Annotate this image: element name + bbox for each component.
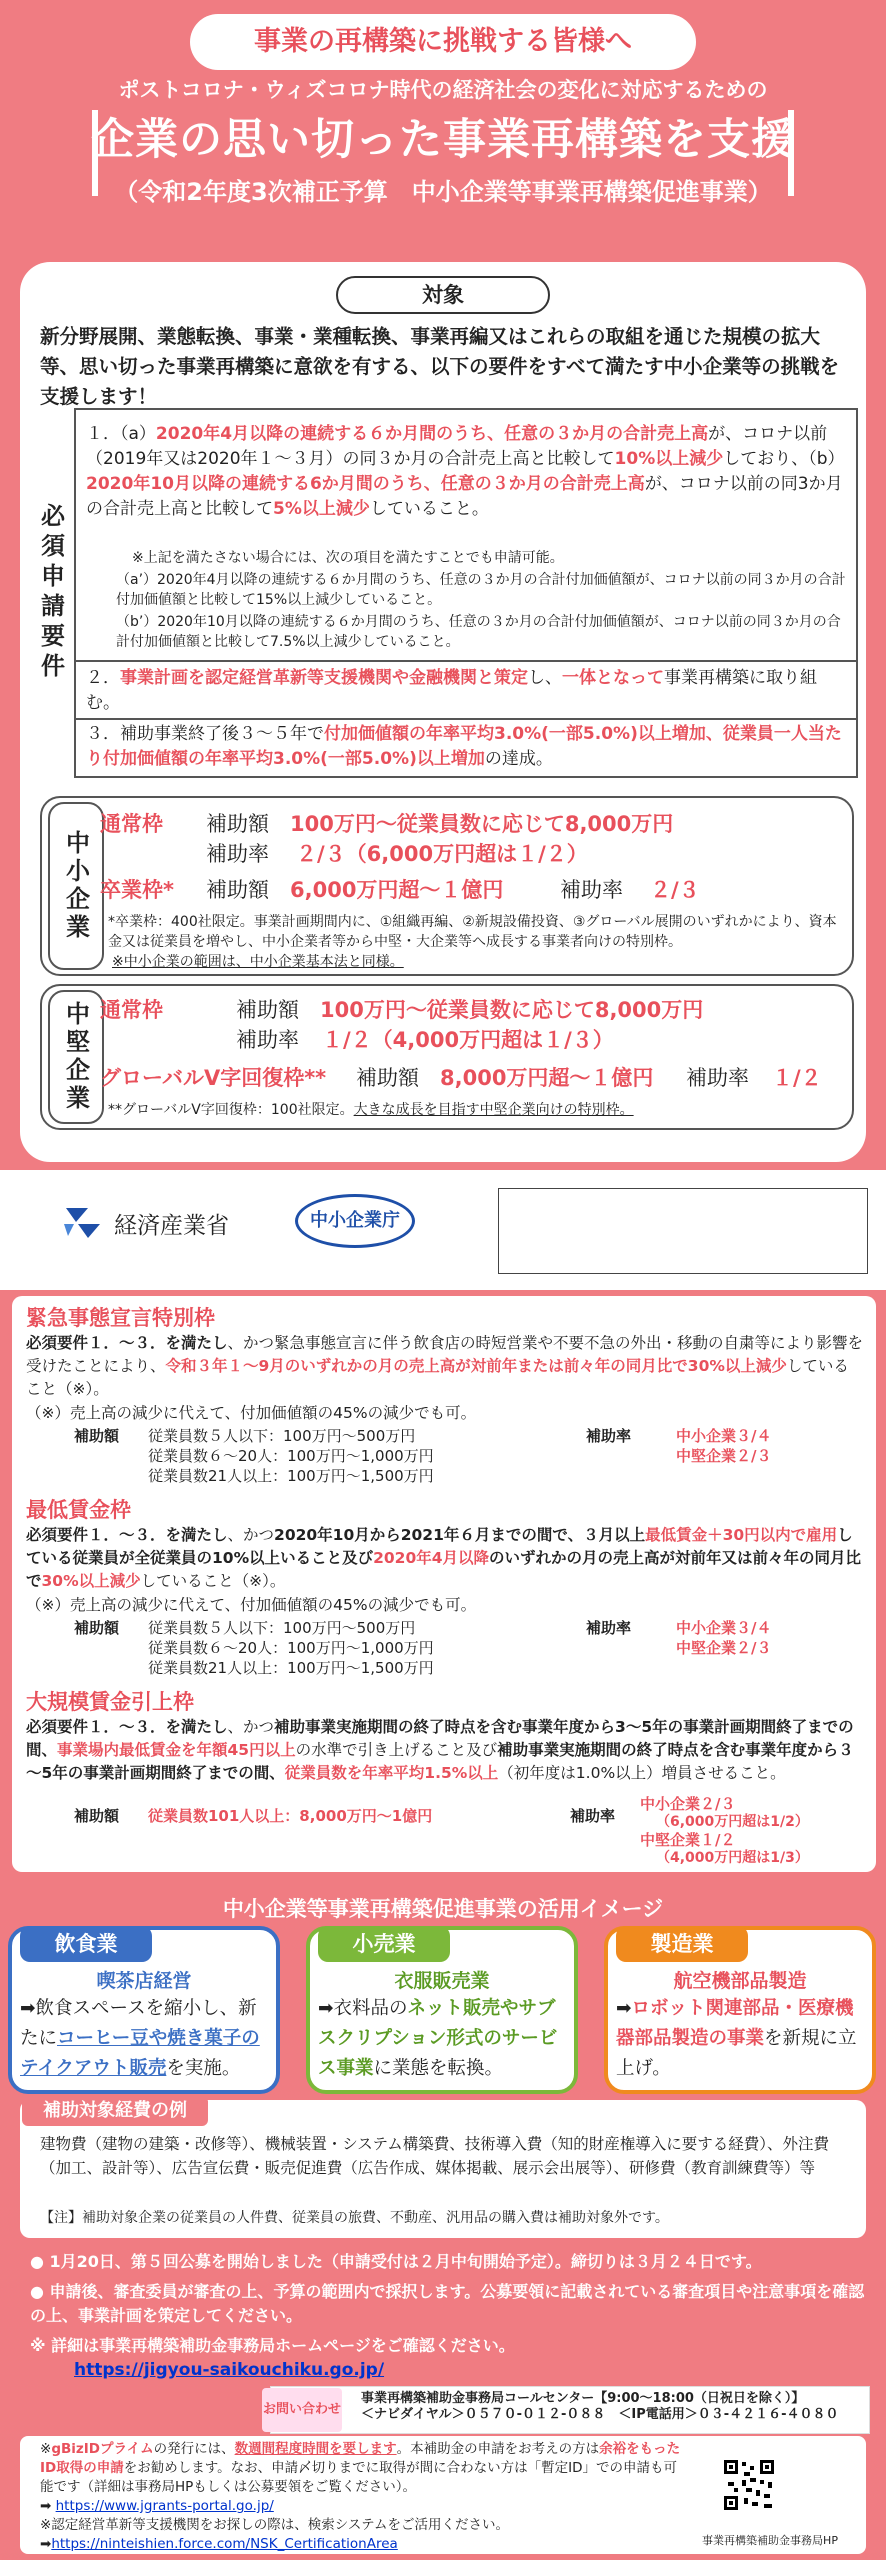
minwage-hojo-label: 補助額	[74, 1619, 120, 1637]
audience-pill: 事業の再構築に挑戦する皆様へ	[190, 14, 696, 70]
contact-line-1: 事業再構築補助金事務局コールセンター【9:00～18:00（日祝日を除く）】	[361, 2391, 805, 2406]
minwage-row-2: 従業員数６～20人：100万円～1,000万円	[148, 1639, 434, 1657]
card-retail-text: ➡衣料品のネット販売やサブスクリプション形式のサービス事業に業態を転換。	[318, 1998, 558, 2079]
requirements-label: 必須申請要件	[28, 408, 76, 778]
requirement-1-alt-b: （b’）2020年10月以降の連続する６か月間のうち、任意の３か月の合計付加価値額が、コロナ以前の同３か月の合計付加価値額と比較して7.5%以上減少していること。	[116, 614, 841, 650]
sme-grad-rate-label: 補助率	[560, 878, 623, 902]
card-retail-title: 衣服販売業	[394, 1970, 490, 1992]
mid-normal-rate: １/２（4,000万円超は１/３）	[322, 1028, 614, 1052]
page-subtitle: （令和2年度3次補正予算 中小企業等事業再構築促進事業）	[114, 178, 772, 206]
largewage-rate-mid-note: （4,000万円超は1/3）	[656, 1850, 809, 1866]
notice-details: ※ 詳細は事業再構築補助金事務局ホームページをご確認ください。	[30, 2336, 515, 2355]
notice-review: ● 申請後、審査委員が審査の上、予算の範囲内で採択します。公募要領に記載されている審査項目や注意事項を確認の上、事業計画を策定してください。	[30, 2282, 865, 2325]
expenses-note: 【注】補助対象企業の従業員の人件費、従業員の旅費、不動産、汎用品の購入費は補助対象外です。	[40, 2210, 669, 2226]
qr-code-icon[interactable]	[722, 2458, 776, 2512]
divider	[76, 660, 858, 662]
minwage-note: （※）売上高の減少に代えて、付加価値額の45%の減少でも可。	[26, 1596, 477, 1614]
requirement-2: ２．事業計画を認定経営革新等支援機関や金融機関と策定し、一体となって事業再構築に取り組む。	[86, 668, 817, 713]
meti-logo: 経済産業省	[62, 1200, 252, 1246]
largewage-rate-mid: 中堅企業１/２	[640, 1831, 736, 1849]
sme-normal-rate: ２/３（6,000万円超は１/２）	[296, 842, 588, 866]
largewage-requirement: 必須要件１．～３．を満たし、かつ補助事業実施期間の終了時点を含む事業年度から3～5年の事業計画期間終了までの間、事業場内最低賃金を年額45円以上の水準で引き上げること及び補助事業実施期間の終了時点を含む事業年度から３～5年の事業計画期間終了までの間、従業員数を年率平均1.5%以上（初年度は1.0%以上）増員させること。	[26, 1718, 854, 1782]
contact-box	[270, 2386, 870, 2434]
mid-label: 中堅企業	[48, 990, 104, 1124]
minwage-row-1: 従業員数５人以下：100万円～500万円	[148, 1619, 416, 1637]
emergency-rate-sme: 中小企業３/４	[676, 1427, 772, 1445]
mid-global-rate: １/２	[772, 1066, 822, 1090]
card-manufacturing-tab: 製造業	[616, 1926, 748, 1962]
requirement-3: ３．補助事業終了後３～５年で付加価値額の年率平均3.0%(一部5.0%)以上増加、従業員一人当たり付加価値額の年率平均3.0%(一部5.0%)以上増加の達成。	[86, 724, 842, 769]
card-manufacturing-text: ➡ロボット関連部品・医療機器部品製造の事業を新規に立上げ。	[616, 1998, 857, 2079]
emergency-rate-label: 補助率	[586, 1427, 632, 1445]
largewage-rate-sme-note: （6,000万円超は1/2）	[656, 1814, 809, 1830]
sme-grad-label: 卒業枠*	[100, 878, 174, 902]
emergency-requirement: 必須要件１．～３．を満たし、かつ緊急事態宣言に伴う飲食店の時短営業や不要不急の外出・移動の自粛等により影響を受けたことにより、令和３年１～9月のいずれかの月の売上高が対前年または前々年の同月比で30%以上減少していること（※）。	[26, 1334, 864, 1398]
mid-global-note: **グローバルV字回復枠：100社限定。大きな成長を目指す中堅企業向けの特別枠。	[108, 1102, 634, 1118]
chusho-logo: 中小企業庁	[295, 1194, 415, 1248]
stamp-box	[498, 1188, 868, 1274]
emergency-rate-mid: 中堅企業２/３	[676, 1447, 772, 1465]
meti-mark-icon	[62, 1202, 104, 1244]
jgrants-link[interactable]: https://www.jgrants-portal.go.jp/	[55, 2498, 274, 2514]
requirement-1-note: ※上記を満たさない場合には、次の項目を満たすことでも申請可能。	[132, 550, 564, 566]
mid-global-rate-label: 補助率	[686, 1066, 749, 1090]
expenses-body: 建物費（建物の建築・改修等）、機械装置・システム構築費、技術導入費（知的財産権導入に要する経費）、外注費（加工、設計等）、広告宣伝費・販売促進費（広告作成、媒体掲載、展示会出展等）、研修費（教育訓練費等）等	[40, 2135, 829, 2177]
sme-normal-amount: 100万円～従業員数に応じて8,000万円	[290, 812, 674, 836]
target-label: 対象	[336, 276, 550, 314]
minwage-rate-label: 補助率	[586, 1619, 632, 1637]
sme-hojo-label: 補助額	[206, 812, 269, 836]
emergency-row-3: 従業員数21人以上：100万円～1,500万円	[148, 1467, 434, 1485]
card-restaurant-tab: 飲食業	[20, 1926, 152, 1962]
mid-normal-label: 通常枠	[100, 998, 163, 1022]
card-retail-tab: 小売業	[318, 1926, 450, 1962]
usage-image-title: 中小企業等事業再構築促進事業の活用イメージ	[222, 1897, 664, 1921]
mid-global-amount: 8,000万円超～１億円	[440, 1066, 654, 1090]
sme-grad-amount: 6,000万円超～１億円	[290, 878, 504, 902]
sme-range-note: ※中小企業の範囲は、中小企業基本法と同様。	[112, 954, 404, 970]
mid-global-label: グローバルV字回復枠**	[100, 1066, 327, 1090]
minwage-rate-sme: 中小企業３/４	[676, 1619, 772, 1637]
target-intro: 新分野展開、業態転換、事業・業種転換、事業再編又はこれらの取組を通じた規模の拡大等、思い切った事業再構築に意欲を有する、以下の要件をすべて満たす中小企業等の挑戦を支援します！	[40, 325, 840, 408]
largewage-rate-sme: 中小企業２/３	[640, 1795, 736, 1813]
emergency-row-1: 従業員数５人以下：100万円～500万円	[148, 1427, 416, 1445]
sme-grad-note: *卒業枠：400社限定。事業計画期間内に、①組織再編、②新規設備投資、③グローバル展開のいずれかにより、資本金又は従業員を増やし、中小企業者等から中堅・大企業等へ成長する事業者向けの特別枠。	[108, 914, 837, 950]
notice-deadline: ● 1月20日、第５回公募を開始しました（申請受付は２月中旬開始予定）。締切りは３月２４日です。	[30, 2252, 762, 2271]
sme-grad-hojo-label: 補助額	[206, 878, 269, 902]
card-manufacturing-title: 航空機部品製造	[673, 1970, 807, 1992]
requirement-1: １．（a）2020年4月以降の連続する６か月間のうち、任意の３か月の合計売上高が、コロナ以前（2019年又は2020年１～３月）の同３か月の合計売上高と比較して10%以上減少しており、（b）2020年10月以降の連続する6か月間のうち、任意の３か月の合計売上高が、コロナ以前の同3か月の合計売上高と比較して5%以上減少していること。	[86, 424, 845, 519]
page-title: 企業の思い切った事業再構築を支援	[91, 115, 795, 165]
mid-rate-label: 補助率	[236, 1028, 299, 1052]
mid-hojo-label: 補助額	[236, 998, 299, 1022]
emergency-row-2: 従業員数６～20人：100万円～1,000万円	[148, 1447, 434, 1465]
contact-tag: お問い合わせ	[262, 2388, 342, 2432]
expenses-tab: 補助対象経費の例	[22, 2096, 208, 2126]
emergency-note: （※）売上高の減少に代えて、付加価値額の45%の減少でも可。	[26, 1404, 477, 1422]
sme-rate-label: 補助率	[206, 842, 269, 866]
largewage-title: 大規模賃金引上枠	[26, 1690, 194, 1714]
card-restaurant-title: 喫茶店経営	[96, 1970, 192, 1992]
sme-grad-rate: ２/３	[650, 878, 700, 902]
minwage-requirement: 必須要件１．～３．を満たし、かつ2020年10月から2021年６月までの間で、３月以上最低賃金＋30円以内で雇用している従業員が全従業員の10%以上いること及び2020年4月以降のいずれかの月の売上高が対前年又は前々年の同月比で30%以上減少していること（※）。	[26, 1526, 862, 1590]
emergency-title: 緊急事態宣言特別枠	[26, 1306, 215, 1330]
mid-normal-amount: 100万円～従業員数に応じて8,000万円	[320, 998, 704, 1022]
minwage-title: 最低賃金枠	[26, 1498, 131, 1522]
tagline: ポストコロナ・ウィズコロナ時代の経済社会の変化に対応するための	[118, 78, 768, 102]
qr-caption: 事業再構築補助金事務局HP	[702, 2534, 838, 2547]
largewage-rate-label: 補助率	[570, 1807, 616, 1825]
largewage-hojo-label: 補助額	[74, 1807, 120, 1825]
jigyou-saikouchiku-link[interactable]: https://jigyou-saikouchiku.go.jp/	[74, 2360, 385, 2380]
largewage-row: 従業員数101人以上：8,000万円～1億円	[148, 1807, 433, 1825]
emergency-hojo-label: 補助額	[74, 1427, 120, 1445]
sme-label: 中小企業	[48, 802, 104, 970]
contact-line-2: ＜ナビダイヤル＞０５７０-０１２-０８８ ＜IP電話用＞０３-４２１６-４０８０	[361, 2407, 839, 2422]
divider	[76, 718, 858, 720]
gbiz-text: ※gBizIDプライムの発行には、数週間程度時間を要します。本補助金の申請をお考えの方は余裕をもったID取得の申請をお勧めします。なお、申請〆切りまでに取得が間に合わない方は「暫定ID」での申請も可能です（詳細は事務局HPもしくは公募要領をご覧ください）。 ➡ https://www.jgrants-portal.go.jp/ ※認定経営革新等支援機関をお探しの際は、検索システムをご活用ください。 ➡https://ninteishien.force.com/NSK_CertificationArea	[40, 2441, 681, 2552]
sme-normal-label: 通常枠	[100, 812, 163, 836]
mid-global-hojo-label: 補助額	[356, 1066, 419, 1090]
ninteishien-link[interactable]: https://ninteishien.force.com/NSK_CertificationArea	[51, 2536, 398, 2552]
requirement-1-alt-a: （a’）2020年4月以降の連続する６か月間のうち、任意の３か月の合計付加価値額が、コロナ以前の同３か月の合計付加価値額と比較して15%以上減少していること。	[116, 572, 846, 608]
minwage-row-3: 従業員数21人以上：100万円～1,500万円	[148, 1659, 434, 1677]
minwage-rate-mid: 中堅企業２/３	[676, 1639, 772, 1657]
card-restaurant-text: ➡飲食スペースを縮小し、新たにコーヒー豆や焼き菓子のテイクアウト販売を実施。	[20, 1998, 260, 2079]
